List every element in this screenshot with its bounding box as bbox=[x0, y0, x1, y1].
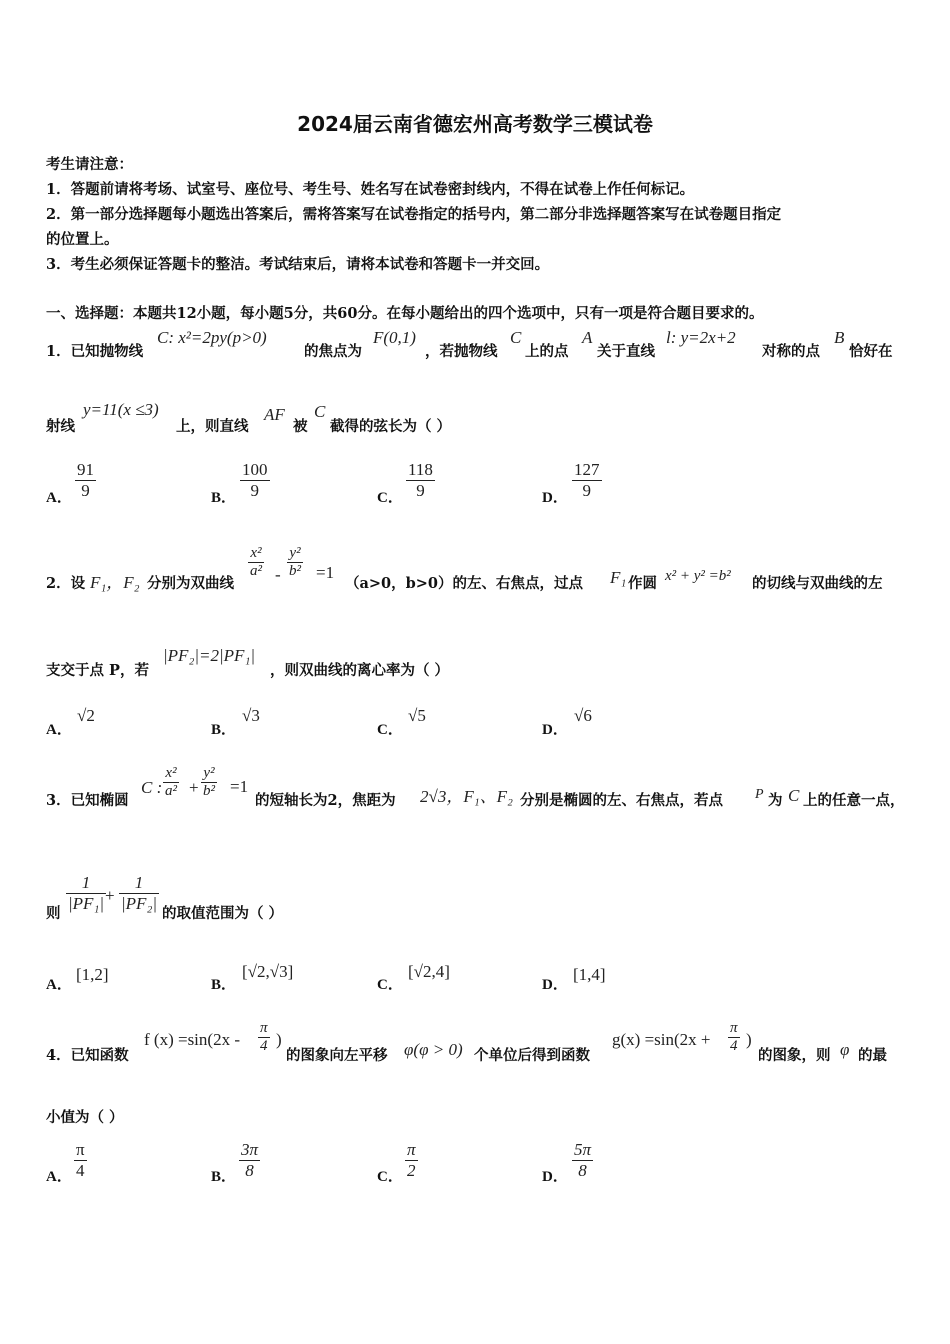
notice-item: 1．答题前请将考场、试室号、座位号、考生号、姓名写在试卷密封线内，不得在试卷上作任何标记。 bbox=[46, 181, 695, 198]
option-label: B． bbox=[211, 977, 237, 993]
notice-item: 2．第一部分选择题每小题选出答案后，需将答案写在试卷指定的括号内，第二部分非选择题答案写在试卷题目指定 bbox=[46, 206, 782, 223]
q4-text: 的图象向左平移 bbox=[286, 1047, 388, 1064]
option-label: C． bbox=[377, 977, 403, 993]
q3-text: 分别是椭圆的左、右焦点，若点 bbox=[520, 792, 723, 809]
q3-text: 为 bbox=[768, 792, 783, 809]
q1-math: C: x²=2py(p>0) bbox=[157, 328, 267, 347]
q2-text: 2．设 bbox=[46, 575, 86, 592]
option-label: D． bbox=[542, 977, 568, 993]
option-value-c: [√2,4] bbox=[408, 962, 450, 981]
q2-frac-x: $\frac{\text{x²}}{\text{a²}}$ bbox=[250, 545, 262, 579]
q3-plus: + bbox=[189, 778, 199, 797]
q1-text: 上，则直线 bbox=[176, 418, 249, 435]
q4-paren: ) bbox=[276, 1030, 282, 1049]
q2-math: F₁，F₂ bbox=[90, 573, 140, 592]
q4-text: 4．已知函数 bbox=[46, 1047, 129, 1064]
q4-math: g(x) =sin(2x + bbox=[612, 1030, 711, 1049]
option-label: B． bbox=[211, 722, 237, 738]
q2-math: x² + y² =b² bbox=[665, 568, 731, 584]
q2-text: 作圆 bbox=[628, 575, 657, 592]
q4-text: 的最 bbox=[858, 1047, 887, 1064]
notice-item: 3．考生必须保证答题卡的整洁。考试结束后，请将本试卷和答题卡一并交回。 bbox=[46, 256, 550, 273]
q1-math: F(0,1) bbox=[373, 328, 416, 347]
option-label: C． bbox=[377, 1169, 403, 1185]
q2-text: 分别为双曲线 bbox=[147, 575, 234, 592]
option-value-a: [1,2] bbox=[76, 965, 109, 984]
q3-eq: =1 bbox=[230, 777, 249, 796]
option-value-b: [√2,√3] bbox=[242, 962, 294, 981]
q2-math: F₁ bbox=[610, 568, 627, 587]
option-value-c: √5 bbox=[408, 706, 426, 725]
option-label: C． bbox=[377, 490, 403, 506]
q2-frac-y: $\frac{\text{y²}}{\text{b²}}$ bbox=[289, 545, 301, 579]
q1-math: B bbox=[834, 328, 845, 347]
q4-text: 个单位后得到函数 bbox=[474, 1047, 590, 1064]
q1-text: 恰好在 bbox=[849, 343, 893, 360]
q1-text: 关于直线 bbox=[597, 343, 655, 360]
q3-frac-1: $\frac{1}{\text{|PF₁|}}$ bbox=[68, 873, 105, 913]
option-value-b: $\frac{100}{9}$ bbox=[242, 460, 268, 500]
q1-text: 被 bbox=[293, 418, 308, 435]
q1-text: 射线 bbox=[46, 418, 75, 435]
q1-text: ，若抛物线 bbox=[425, 343, 498, 360]
option-value-a: $\frac{\pi}{4}$ bbox=[76, 1140, 85, 1180]
q3-text: 上的任意一点， bbox=[803, 792, 905, 809]
q4-frac-pi: $\frac{\pi}{4}$ bbox=[730, 1020, 738, 1054]
q3-text: 则 bbox=[46, 905, 61, 922]
option-label: D． bbox=[542, 722, 568, 738]
option-label: A． bbox=[46, 722, 72, 738]
q4-math: f (x) =sin(2x - bbox=[144, 1030, 240, 1049]
q4-text: 小值为（ ） bbox=[46, 1109, 124, 1126]
option-value-b: √3 bbox=[242, 706, 260, 725]
q4-math: φ bbox=[840, 1040, 850, 1059]
notice-item: 的位置上。 bbox=[46, 231, 119, 248]
option-value-d: $\frac{127}{9}$ bbox=[574, 460, 600, 500]
q3-math: C bbox=[788, 786, 800, 805]
section-heading: 一、选择题：本题共12小题，每小题5分，共60分。在每小题给出的四个选项中，只有一项是符合题目要求的。 bbox=[46, 305, 764, 322]
q2-text: （a>0，b>0）的左、右焦点，过点 bbox=[345, 575, 584, 592]
q3-frac-y: $\frac{\text{y²}}{\text{b²}}$ bbox=[203, 765, 215, 799]
option-value-a: √2 bbox=[77, 706, 95, 725]
page-title: 2024届云南省德宏州高考数学三模试卷 bbox=[297, 112, 653, 136]
q1-text: 1．已知抛物线 bbox=[46, 343, 144, 360]
q3-text: 3．已知椭圆 bbox=[46, 792, 129, 809]
q1-text: 的焦点为 bbox=[304, 343, 362, 360]
q4-text: 的图象，则 bbox=[758, 1047, 831, 1064]
option-label: A． bbox=[46, 977, 72, 993]
q1-math: C bbox=[314, 402, 326, 421]
q3-math: 2√3，F₁、F₂ bbox=[420, 787, 513, 806]
option-value-c: $\frac{118}{9}$ bbox=[408, 460, 433, 500]
q3-plus: + bbox=[105, 886, 115, 905]
option-label: B． bbox=[211, 1169, 237, 1185]
q3-math: C : bbox=[141, 778, 163, 797]
q2-text: 支交于点 P，若 bbox=[46, 662, 149, 679]
q1-math: l: y=2x+2 bbox=[666, 328, 736, 347]
q1-math: A bbox=[582, 328, 593, 347]
q1-math: y=11(x ≤3) bbox=[83, 400, 159, 419]
option-label: D． bbox=[542, 1169, 568, 1185]
q4-frac-pi: $\frac{\pi}{4}$ bbox=[260, 1020, 268, 1054]
option-label: A． bbox=[46, 490, 72, 506]
q3-frac-2: $\frac{1}{\text{|PF₂|}}$ bbox=[121, 873, 158, 913]
notice-heading: 考生请注意： bbox=[46, 156, 133, 173]
option-value-d: $\frac{5\pi}{8}$ bbox=[574, 1140, 592, 1180]
q2-minus: - bbox=[275, 565, 281, 584]
q2-text: 的切线与双曲线的左 bbox=[752, 575, 883, 592]
option-value-d: [1,4] bbox=[573, 965, 606, 984]
option-value-d: √6 bbox=[574, 706, 592, 725]
q4-math: φ(φ > 0) bbox=[404, 1040, 463, 1059]
option-label: B． bbox=[211, 490, 237, 506]
q3-frac-x: $\frac{\text{x²}}{\text{a²}}$ bbox=[165, 765, 177, 799]
q2-math: |PF₂|=2|PF₁| bbox=[163, 646, 256, 665]
q2-eq: =1 bbox=[316, 563, 335, 582]
q3-math: P bbox=[755, 787, 764, 802]
q1-text: 对称的点 bbox=[762, 343, 820, 360]
q3-text: 的短轴长为2，焦距为 bbox=[255, 792, 396, 809]
q1-math: C bbox=[510, 328, 522, 347]
q1-text: 截得的弦长为（ ） bbox=[330, 418, 452, 435]
q2-text: ，则双曲线的离心率为（ ） bbox=[270, 662, 450, 679]
option-value-b: $\frac{3\pi}{8}$ bbox=[241, 1140, 259, 1180]
q1-math: AF bbox=[264, 405, 285, 424]
option-label: D． bbox=[542, 490, 568, 506]
option-label: A． bbox=[46, 1169, 72, 1185]
option-value-c: $\frac{\pi}{2}$ bbox=[407, 1140, 416, 1180]
option-label: C． bbox=[377, 722, 403, 738]
q4-paren: ) bbox=[746, 1030, 752, 1049]
q1-text: 上的点 bbox=[525, 343, 569, 360]
option-value-a: $\frac{91}{9}$ bbox=[77, 460, 94, 500]
q3-text: 的取值范围为（ ） bbox=[162, 905, 284, 922]
